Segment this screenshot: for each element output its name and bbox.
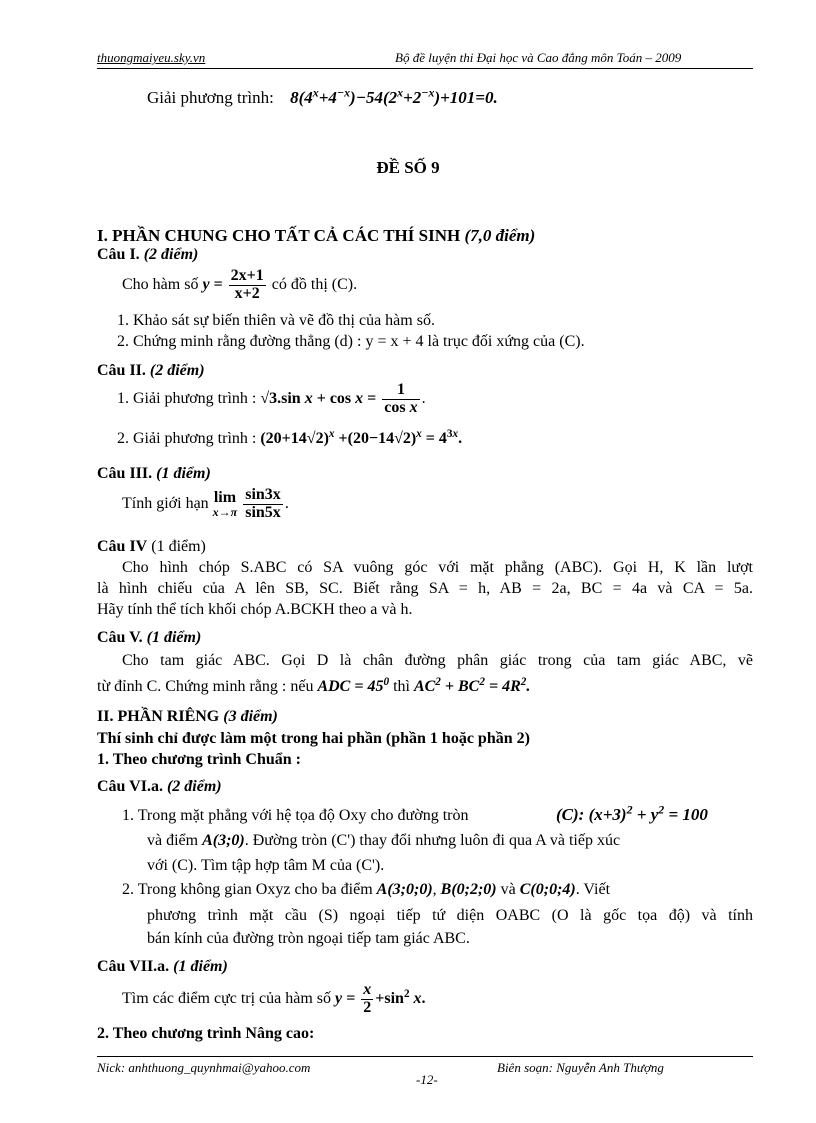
q7a-points: (1 điểm)	[173, 958, 228, 975]
q6a-point-B: B(0;2;0)	[440, 881, 497, 898]
q7a-label: Câu VII.a.	[97, 958, 170, 975]
q3-label: Câu III.	[97, 465, 153, 482]
q6a-item2-line2: phương trình mặt cầu (S) ngoại tiếp tứ diện OABC (O là gốc tọa độ) và tính	[147, 907, 753, 924]
q6a-point-A: A(3;0;0)	[376, 881, 433, 898]
q3-points: (1 điểm)	[156, 465, 211, 482]
q6a-item2-line3: bán kính của đường tròn ngoại tiếp tam giác ABC.	[147, 930, 470, 947]
q1-heading	[97, 246, 198, 264]
q6a-item2-line1-rest: . Viết	[575, 881, 611, 898]
q6a-item1-and-point: và điểm	[147, 832, 199, 849]
q2-item2-prefix: 2. Giải phương trình :	[117, 430, 257, 447]
q6a-item1-line1	[122, 807, 468, 825]
q1-func-y: y =	[202, 275, 223, 293]
q5-line2-mid: thì	[393, 678, 410, 695]
q5-eq-angle: ADC = $45^0$	[317, 675, 390, 695]
q1-points: (2 điểm)	[143, 246, 199, 263]
part2-heading-text: II. PHẦN RIÊNG	[97, 708, 220, 725]
q4-heading	[97, 538, 206, 556]
q6a-item2-and: và	[500, 881, 516, 898]
q1-func-frac	[229, 268, 266, 303]
q1-intro	[122, 268, 357, 303]
q1-intro-before: Cho hàm số	[122, 275, 199, 293]
q2-item2-eq: $(20+14√2)^x +(20-14√2)^x = 4^{3x}$.	[260, 427, 463, 447]
part2-sub2: 2. Theo chương trình Nâng cao:	[97, 1025, 315, 1042]
q1-label: Câu I.	[97, 246, 140, 263]
q1-item-2: 2. Chứng minh rằng đường thẳng (d) : y = x + 4 là trục đối xứng của (C).	[117, 333, 585, 350]
q6a-item1-line2	[147, 832, 620, 850]
q4-line-1: Cho hình chóp S.ABC có SA vuông góc với mặt phẳng (ABC). Gọi H, K lần lượt	[122, 559, 753, 576]
top-problem-equation: $8(4^x+4^{-x})-54(2^x+2^{-x})+101=0$.	[290, 85, 498, 107]
top-problem	[147, 85, 498, 108]
part1-heading-text: I. PHẦN CHUNG CHO TẤT CẢ CÁC THÍ SINH	[97, 226, 461, 245]
q3-lim-top: lim	[213, 489, 237, 507]
q6a-item1-line3: với (C). Tìm tập hợp tâm M của (C').	[147, 857, 385, 874]
q3-frac	[243, 487, 283, 522]
q6a-item1-line2-rest: . Đường tròn (C') thay đổi nhưng luôn đi qua A và tiếp xúc	[244, 832, 621, 849]
q5-line2-text: từ đỉnh C. Chứng minh rằng : nếu	[97, 678, 314, 695]
part2-note: Thí sinh chỉ được làm một trong hai phần (phần 1 hoặc phần 2)	[97, 730, 530, 747]
q1-func-den: x+2	[234, 284, 260, 302]
q3-heading	[97, 465, 211, 483]
q1-item-1: 1. Khảo sát sự biến thiên và vẽ đồ thị của hàm số.	[117, 312, 435, 329]
q4-points: (1 điểm)	[151, 538, 206, 555]
q6a-item2-line1: 2. Trong không gian Oxyz cho ba điểm A(3;0;0), B(0;2;0) và C(0;0;4). Viết	[122, 881, 611, 898]
footer-rule	[97, 1056, 753, 1057]
q7a-num: x	[363, 981, 372, 998]
q5-label: Câu V.	[97, 629, 143, 646]
q6a-label: Câu VI.a.	[97, 778, 163, 795]
q1-intro-after: có đồ thị (C).	[271, 275, 358, 293]
q3-frac-num: sin3x	[245, 486, 281, 503]
top-problem-prefix: Giải phương trình:	[147, 88, 274, 107]
part2-heading	[97, 708, 278, 726]
q7a-den: 2	[363, 998, 372, 1016]
q7a-frac	[361, 982, 373, 1017]
q6a-point-a: A(3;0)	[202, 832, 245, 849]
q3-lim-sub: x→π	[212, 505, 238, 520]
q3-lim	[213, 490, 238, 518]
q5-points: (1 điểm)	[146, 629, 202, 646]
q3-frac-den: sin5x	[245, 503, 281, 521]
q4-line-3: Hãy tính thể tích khối chóp A.BCKH theo a và h.	[97, 601, 413, 618]
part2-points: (3 điểm)	[223, 708, 278, 725]
footer-author: Biên soạn: Nguyễn Anh Thượng	[497, 1060, 664, 1075]
header-title: Bộ đề luyện thi Đại học và Cao đẳng môn Toán – 2009	[395, 50, 682, 65]
q2-item-1: 1. Giải phương trình : √3.sin x + cos x = $\frac{1}{\text{cos x}}$ .	[117, 381, 426, 416]
q3-text: Tính giới hạn	[122, 494, 209, 512]
q5-line-1: Cho tam giác ABC. Gọi D là chân đường phân giác trong của tam giác ABC, vẽ	[122, 652, 753, 669]
q6a-points: (2 điểm)	[166, 778, 222, 795]
q2-label: Câu II.	[97, 362, 146, 379]
q3-body: Tính giới hạn lim x→π $\frac{\sin 3x}{\sin 5x}$ .	[122, 486, 289, 521]
q6a-point-C: C(0;0;4)	[519, 881, 576, 898]
q2-item1-den: cos x	[384, 398, 418, 416]
q5-heading	[97, 629, 201, 647]
q2-item1-frac	[382, 382, 419, 417]
header-rule	[97, 68, 753, 69]
q2-item1-prefix: 1. Giải phương trình :	[117, 389, 257, 407]
part2-sub1: 1. Theo chương trình Chuẩn :	[97, 751, 301, 768]
q6a-item1-text: 1. Trong mặt phẳng với hệ tọa độ Oxy cho đường tròn	[122, 807, 469, 824]
q2-item1-lhs: √3.sin x + cos x =	[260, 389, 377, 407]
q2-item1-num: 1	[382, 382, 419, 400]
q7a-heading	[97, 958, 228, 976]
part1-heading	[97, 226, 535, 246]
q7a-body	[122, 982, 426, 1017]
q6a-circle-eq: (C): $(x+3)^2 + y^2 = 100$	[556, 802, 708, 824]
q6a-item2-text: 2. Trong không gian Oxyz cho ba điểm	[122, 881, 373, 898]
part1-points: (7,0 điểm)	[464, 226, 536, 245]
q5-eq-sum: $AC^2 + BC^2 = 4R^2$.	[413, 675, 531, 695]
page-title: ĐỀ SỐ 9	[376, 158, 440, 177]
q2-points: (2 điểm)	[149, 362, 205, 379]
q7a-text: Tìm các điểm cực trị của hàm số	[122, 989, 332, 1007]
q2-heading	[97, 362, 205, 380]
q4-label: Câu IV	[97, 538, 148, 555]
q5-line-2	[97, 675, 531, 696]
header-site[interactable]: thuongmaiyeu.sky.vn	[97, 50, 206, 65]
q7a-rest: $+\sin^2$ x.	[375, 987, 426, 1007]
q2-item-2	[117, 427, 463, 448]
q1-func-num: 2x+1	[230, 267, 264, 284]
page-number: -12-	[416, 1072, 438, 1087]
footer-nick: Nick: anhthuong_quynhmai@yahoo.com	[97, 1060, 311, 1075]
q7a-y: y =	[335, 989, 356, 1007]
q6a-heading	[97, 778, 222, 796]
q4-line-2: là hình chiếu của A lên SB, SC. Biết rằng SA = h, AB = 2a, BC = 4a và CA = 5a.	[97, 580, 753, 597]
